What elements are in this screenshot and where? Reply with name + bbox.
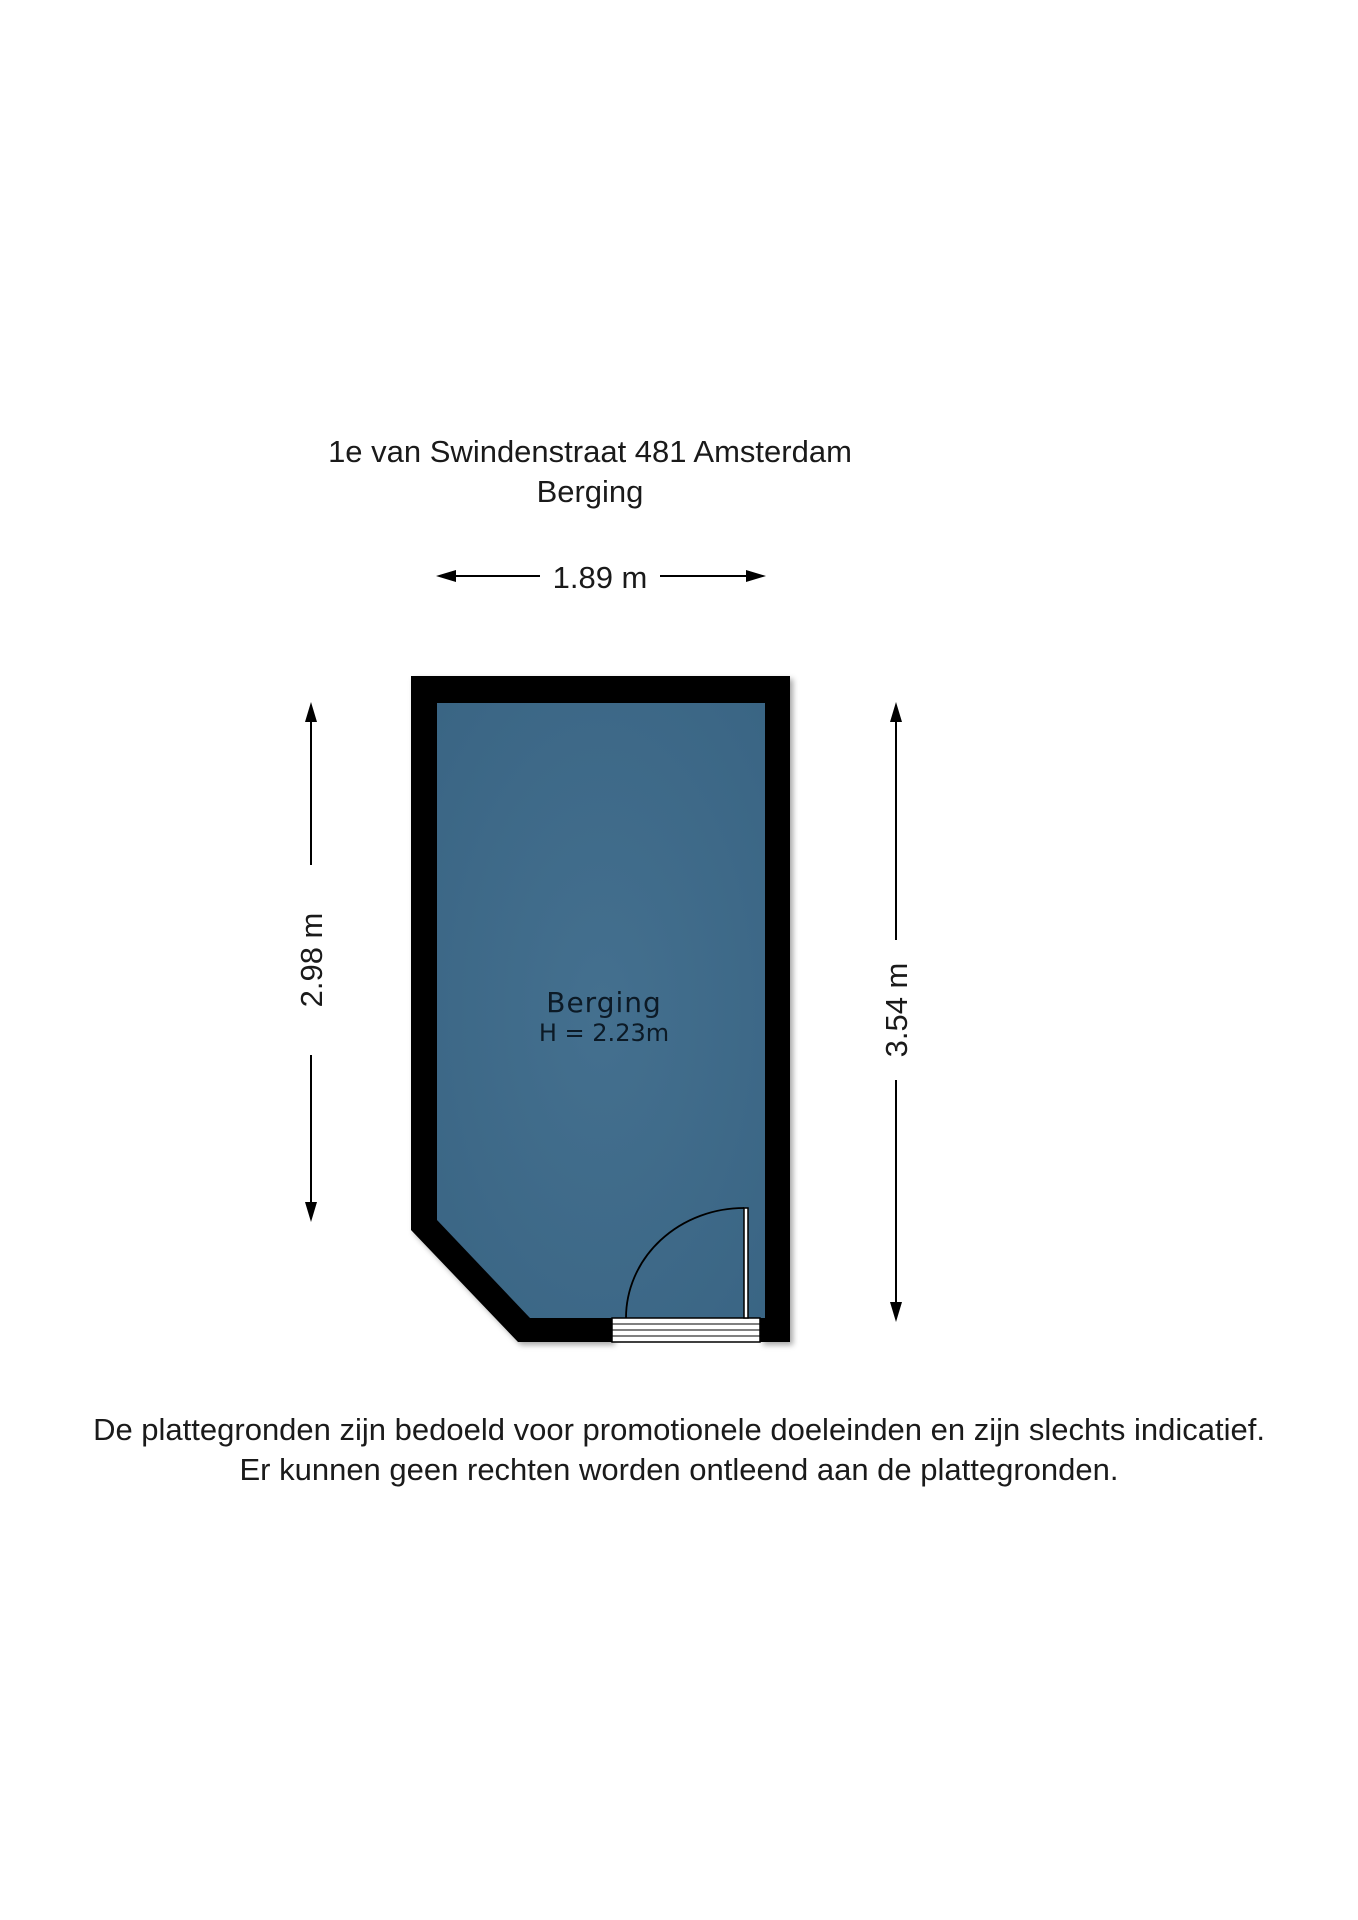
room-height-label: H = 2.23m: [538, 1019, 670, 1047]
arrow-left-icon: [436, 570, 456, 582]
dimension-width-top: [436, 560, 766, 595]
address-title: 1e van Swindenstraat 481 Amsterdam: [328, 434, 852, 469]
dimension-left-label: 2.98 m: [294, 912, 329, 1008]
dimension-right-label: 3.54 m: [879, 962, 914, 1058]
floor-title: Berging: [536, 474, 644, 509]
arrow-up-icon: [305, 702, 317, 722]
arrow-up-icon: [890, 702, 902, 722]
door-threshold: [612, 1318, 760, 1342]
arrow-down-icon: [890, 1302, 902, 1322]
dimension-height-right: [879, 702, 914, 1322]
disclaimer-line-2: Er kunnen geen rechten worden ontleend aan de plattegronden.: [239, 1452, 1119, 1487]
disclaimer-line-1: De plattegronden zijn bedoeld voor promotionele doeleinden en zijn slechts indicatief.: [93, 1412, 1265, 1447]
disclaimer: [0, 1410, 1358, 1490]
room-name-label: Berging: [546, 986, 662, 1019]
arrow-right-icon: [746, 570, 766, 582]
arrow-down-icon: [305, 1202, 317, 1222]
dimension-width-label: 1.89 m: [552, 560, 648, 595]
dimension-height-left: [294, 702, 329, 1222]
